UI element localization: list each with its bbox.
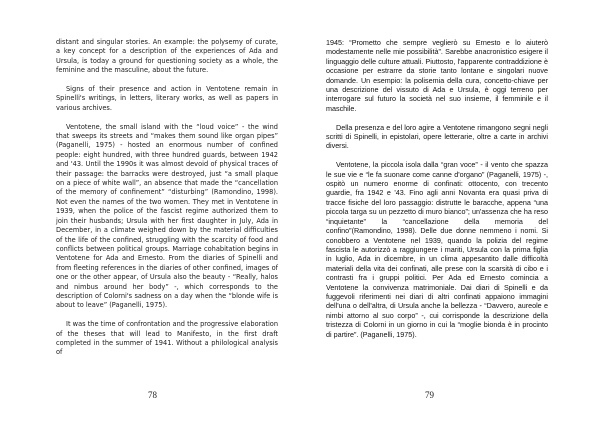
left-page-text — [56, 38, 278, 358]
right-paragraph-2: Della presenza e del loro agire a Ventotene rimangono segni negli scritti di Spinelli, in epistolari, opere letterarie, oltre a carte in archivi diversi. — [326, 122, 548, 151]
left-paragraph-4: It was the time of confrontation and the progressive elaboration of the theses that will lead to Manifesto, in the first draft completed in the summer of 1941. Without a philological analysis of — [56, 320, 278, 357]
right-page-number: 79 — [425, 390, 434, 400]
left-paragraph-1: distant and singular stories. An example: the polysemy of curate, a key concept for a description of the experiences of Ada and Ursula, is today a ground for questioning society as a whole, the feminine and the masculine, about the future. — [56, 38, 278, 75]
right-page-text — [326, 38, 548, 339]
right-paragraph-3: Ventotene, la piccola isola dalla “gran voce” - il vento che spazza le sue vie e “le fa suonare come canne d'organo” (Paganelli, 1975) -, ospitò un numero enorme di confinati: ottocento, con trecento guardie, fra 1942 e '43. Fino agli anni Novanta era quasi priva di tracce fisiche del loro passaggio: distrutte le baracche, appena “una piccola targa su un pezzetto di muro bianco”; un'assenza che ha reso “inquietante” la “cancellazione della memoria del confino”(Ramondino, 1998). Delle due donne nemmeno i nomi. Si conobbero a Ventotene nel 1939, quando la polizia del regime fascista le autorizzò a raggiungere i mariti, Ursula con la prima figlia in luglio, Ada in dicembre, in un clima appesantito dalle difficoltà materiali della vita dei confinati, alle prese con la scarsità di cibo e i contrasti fra i gruppi politici. Per Ada ed Ernesto comincia a Ventotene la convivenza matrimoniale. Dai diari di Spinelli e da fuggevoli riferimenti nei diari di altri confinati appaiono immagini dell'una o dell'altra, di Ursula anche la bellezza - “Davvero, aureole e nimbi attorno al suo corpo” -, cui corrisponde la descrizione della tristezza di Colorni in un giorno in cui la “moglie bionda è in procinto di partire”. (Paganelli, 1975). — [326, 160, 548, 339]
left-paragraph-2: Signs of their presence and action in Ventotene remain in Spinelli's writings, in letters, literary works, as well as papers in various archives. — [56, 85, 278, 112]
right-paragraph-1: 1945: “Prometto che sempre veglierò su Ernesto e lo aiuterò modestamente nelle mie possibilità”. Sarebbe anacronistico esigere il linguaggio delle culture attuali. Piuttosto, l'apparente contraddizione è occasione per estrarre da storie tanto lontane e singolari nuove domande. Un esempio: la polisemia della cura, concetto-chiave per una descrizione del vissuto di Ada e Ursula, è oggi terreno per interrogare sul futuro la società nel suo insieme, il femminile e il maschile. — [326, 38, 548, 113]
left-paragraph-3: Ventotene, the small island with the “loud voice” - the wind that sweeps its streets and “makes them sound like organ pipes” (Paganelli, 1975) - hosted an enormous number of confined people: eight hundred, with three hundred guards, between 1942 and '43. Until the 1990s it was almost devoid of physical traces of their passage: the barracks were destroyed, just “a small plaque on a piece of white wall”, an absence that made the “cancellation of the memory of confinement” “disturbing” (Ramondino, 1998). Not even the names of the two women. They met in Ventotene in 1939, when the police of the fascist regime authorized them to join their husbands; Ursula with her first daughter in July, Ada in December, in a climate weighed down by the material difficulties of the life of the confined, struggling with the scarcity of food and conflicts between political groups. Marriage cohabitation begins in Ventotene for Ada and Ernesto. From the diaries of Spinelli and from fleeting references in the diaries of other confined, images of one or the other appear, of Ursula also the beauty - “Really, halos and nimbus around her body” -, which corresponds to the description of Colorni's sadness on a day when the “blonde wife is about to leave” (Paganelli, 1975). — [56, 122, 278, 310]
right-page — [300, 0, 600, 425]
left-page-number: 78 — [148, 390, 157, 400]
